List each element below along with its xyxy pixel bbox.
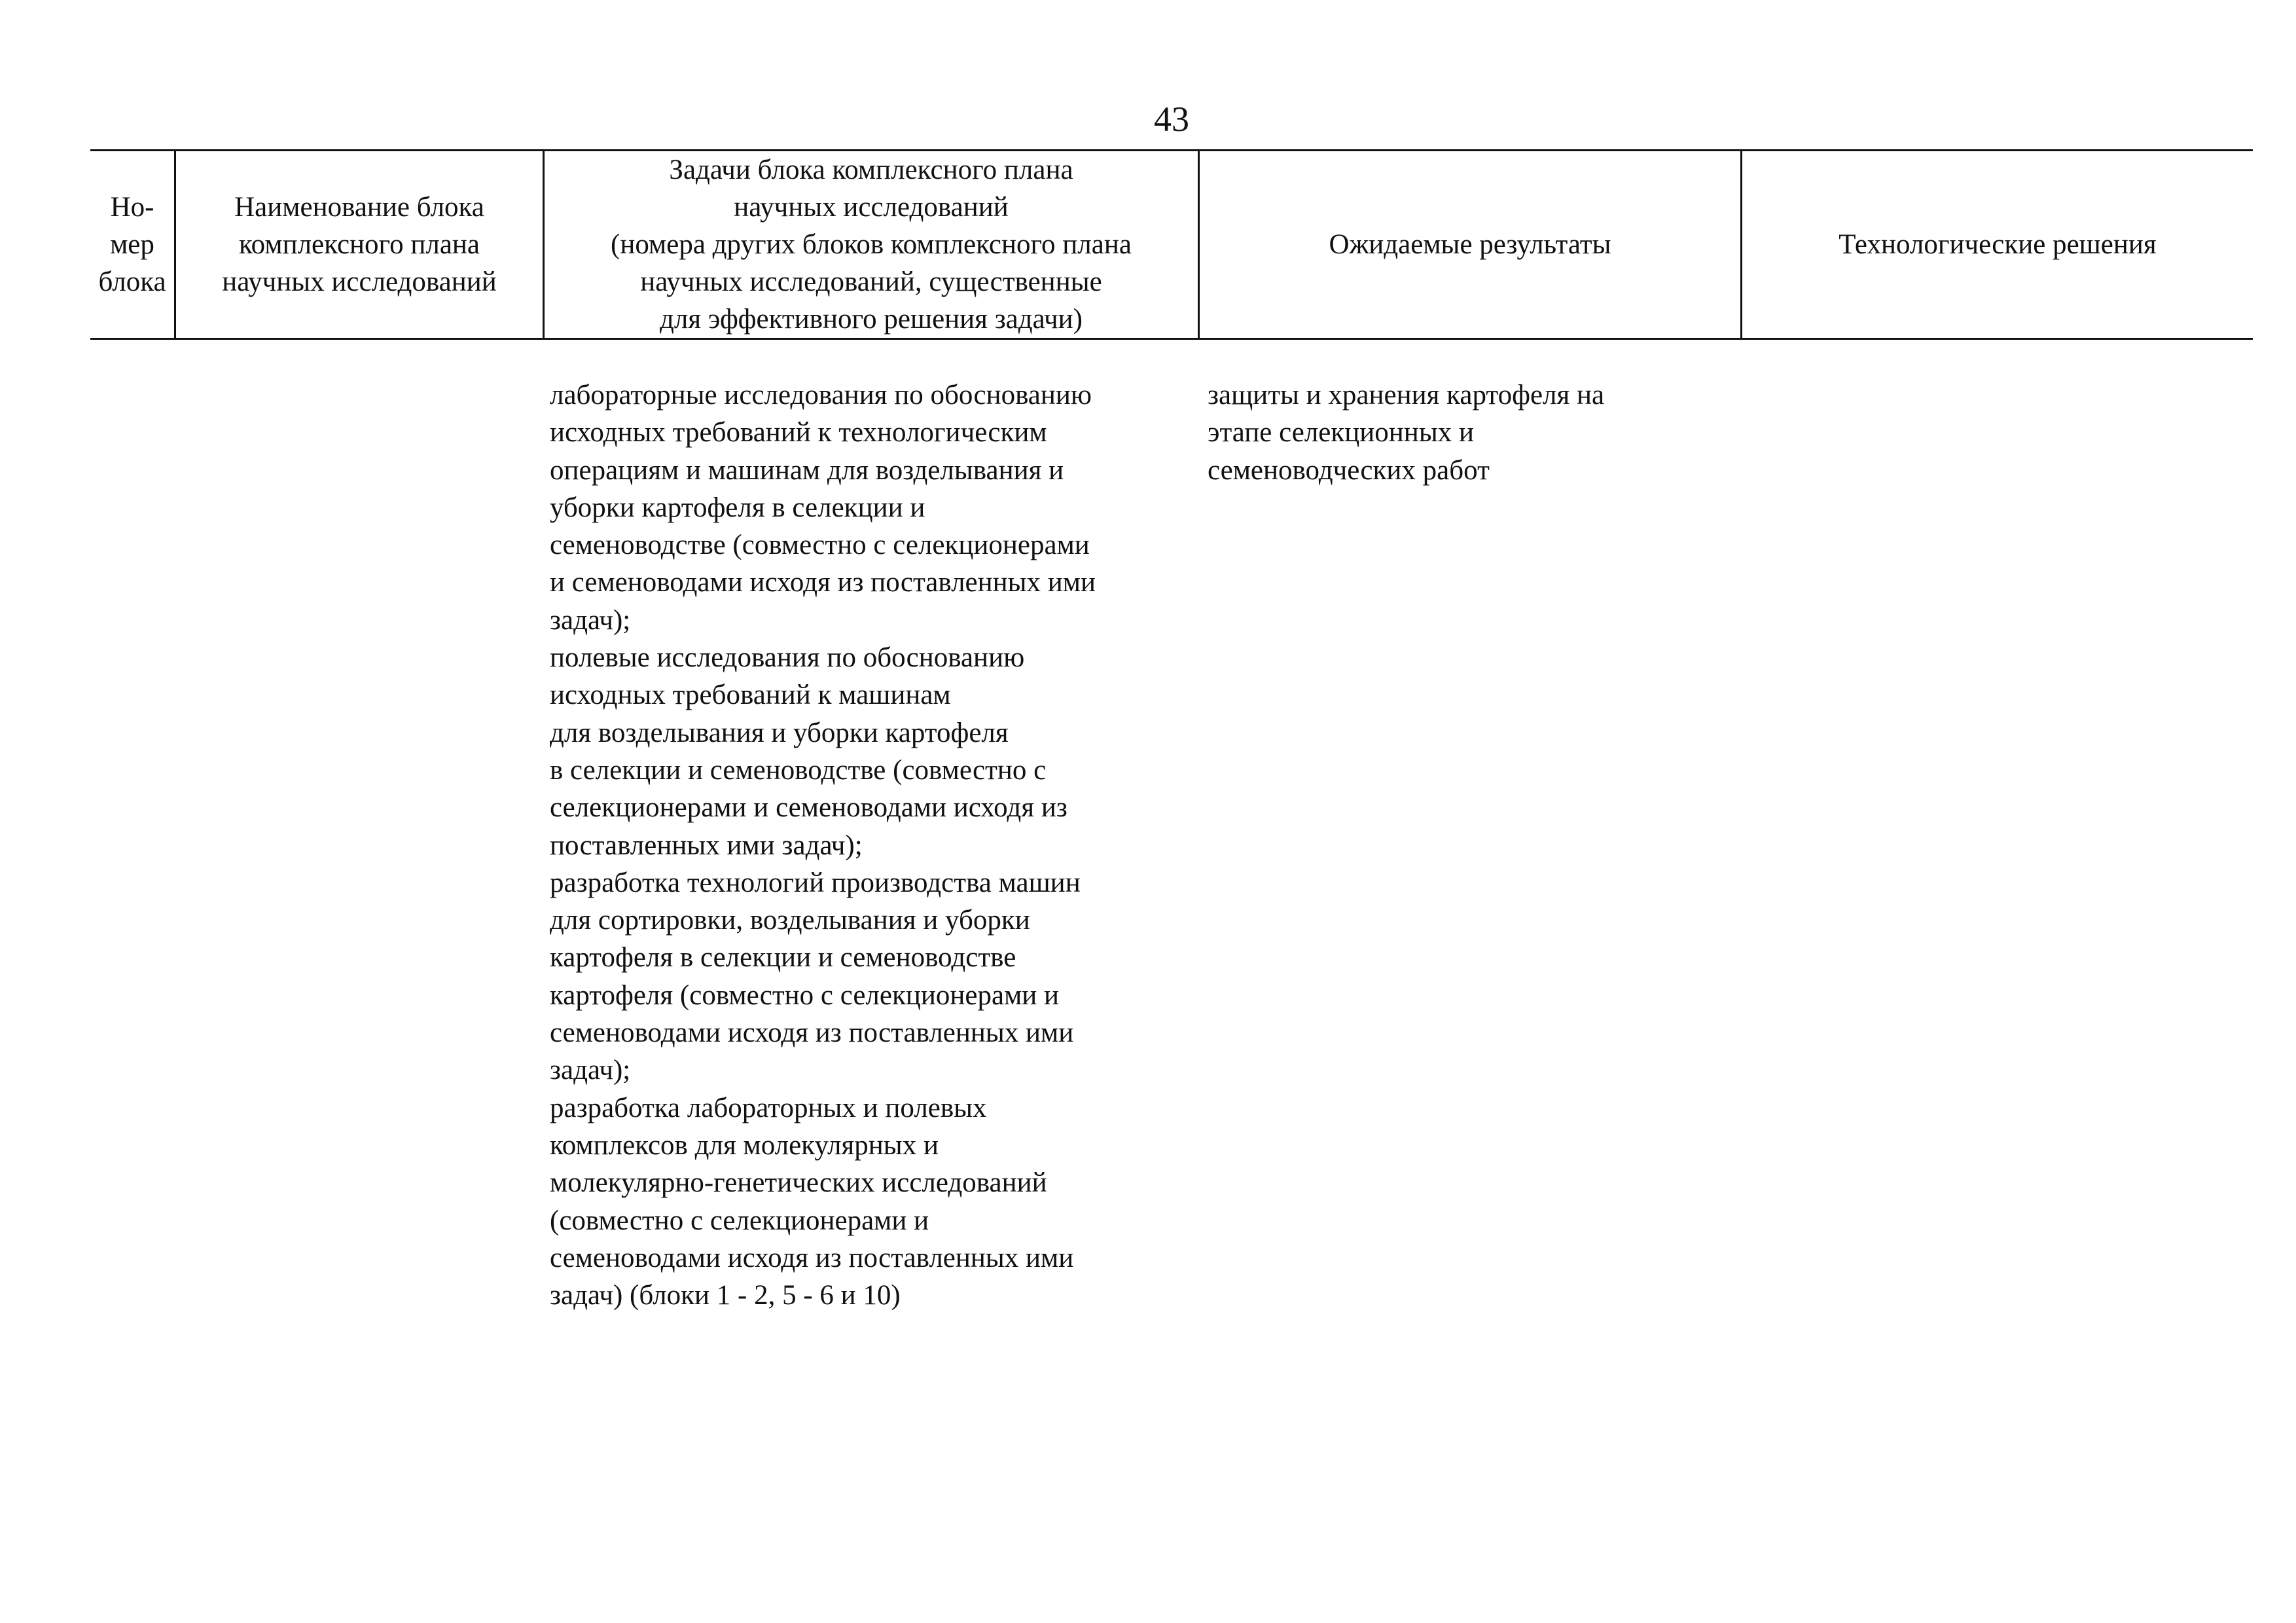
- header-technological-solutions: Технологические решения: [1839, 229, 2157, 260]
- header-block-name: Наименование блока комплексного плана научных исследований: [222, 192, 497, 297]
- cell-block-tasks: лабораторные исследования по обоснованию исходных требований к технологическим операциям и машинам для возделывания и уборки картофеля в селекции и семеноводстве (совместно с селекционерами и семеноводами исходя из поставленных ими задач); полевые исследования по обоснованию исходных требований к машинам для возделывания и уборки картофеля в селекции и семеноводстве (совместно с селекционерами и семеноводами исходя из поставленных ими задач); разработка технологий производства машин для сортировки, возделывания и уборки картофеля в селекции и семеноводстве картофеля (совместно с селекционерами и семеноводами исходя из поставленных ими задач); разработка лабораторных и полевых комплексов для молекулярных и молекулярно-генетических исследований (совместно с селекционерами и семеноводами исходя из поставленных ими задач) (блоки 1 - 2, 5 - 6 и 10): [550, 380, 1096, 1311]
- table-header-bottom-rule: [90, 338, 2253, 340]
- header-block-number: Но- мер блока: [98, 192, 166, 297]
- header-expected-results: Ожидаемые результаты: [1329, 229, 1611, 260]
- header-block-tasks: Задачи блока комплексного плана научных исследований (номера других блоков комплексного плана научных исследований, существенные для эффективного решения задачи): [611, 155, 1132, 335]
- cell-expected-results: защиты и хранения картофеля на этапе селекционных и семеноводческих работ: [1208, 380, 1605, 486]
- page-number: 43: [1154, 100, 1189, 139]
